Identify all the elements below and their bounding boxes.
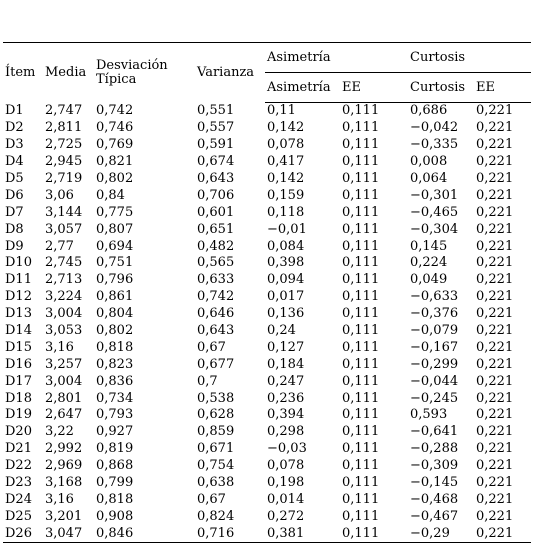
header-row-top xyxy=(3,43,531,73)
cell-asimetria: 0,184 xyxy=(267,356,305,372)
cell-curtosis-ee: 0,221 xyxy=(476,491,514,507)
cell-asimetria: 0,084 xyxy=(267,238,305,254)
cell-asimetria-ee: 0,111 xyxy=(342,424,380,440)
table-row xyxy=(3,120,531,137)
cell-curtosis-ee: 0,221 xyxy=(476,407,514,423)
cell-media: 2,747 xyxy=(45,103,83,119)
cell-media: 3,16 xyxy=(45,339,74,355)
cell-curtosis-ee: 0,221 xyxy=(476,373,514,389)
cell-asimetria: 0,159 xyxy=(267,187,305,203)
cell-asimetria: 0,127 xyxy=(267,339,305,355)
cell-item: D10 xyxy=(5,255,32,271)
cell-curtosis: 0,008 xyxy=(410,154,448,170)
cell-curtosis: 0,686 xyxy=(410,103,448,119)
cell-curtosis: −0,29 xyxy=(408,525,474,542)
cell-curtosis: −0,042 xyxy=(410,120,459,136)
cell-desviacion: 0,861 xyxy=(96,289,134,305)
cell-curtosis-ee: 0,221 xyxy=(476,306,514,322)
cell-curtosis-ee: 0,221 xyxy=(476,255,514,271)
cell-media: 2,725 xyxy=(45,137,83,153)
cell-media: 3,06 xyxy=(45,187,74,203)
cell-asimetria-ee: 0,111 xyxy=(342,120,380,136)
cell-asimetria: 0,272 xyxy=(267,508,305,524)
cell-asimetria: 0,381 xyxy=(265,525,340,542)
cell-desviacion: 0,836 xyxy=(96,373,134,389)
cell-desviacion: 0,734 xyxy=(96,390,134,406)
cell-media: 2,811 xyxy=(45,120,83,136)
cell-desviacion: 0,742 xyxy=(96,103,134,119)
cell-curtosis-ee: 0,221 xyxy=(476,424,514,440)
cell-media: 3,257 xyxy=(45,356,83,372)
cell-curtosis: −0,304 xyxy=(410,221,459,237)
cell-media: 2,745 xyxy=(45,255,83,271)
cell-desviacion: 0,802 xyxy=(96,171,134,186)
cell-asimetria-ee: 0,111 xyxy=(342,137,380,153)
cell-asimetria-ee: 0,111 xyxy=(342,306,380,322)
cell-asimetria-ee: 0,111 xyxy=(342,272,380,288)
cell-varianza: 0,638 xyxy=(197,475,235,491)
cell-asimetria: 0,298 xyxy=(267,424,305,440)
col-header-curtosis: Curtosis xyxy=(408,73,474,103)
cell-varianza: 0,601 xyxy=(197,204,235,220)
table-row xyxy=(3,525,531,542)
cell-curtosis: −0,245 xyxy=(410,390,459,406)
cell-item: D26 xyxy=(3,525,43,542)
table-row xyxy=(3,339,531,356)
cell-desviacion: 0,84 xyxy=(96,187,125,203)
cell-curtosis: −0,044 xyxy=(410,373,459,389)
cell-curtosis-ee: 0,221 xyxy=(476,441,514,457)
cell-item: D1 xyxy=(5,103,24,119)
cell-varianza: 0,557 xyxy=(197,120,235,136)
cell-asimetria-ee: 0,111 xyxy=(342,475,380,491)
cell-curtosis: −0,376 xyxy=(410,306,459,322)
table-row xyxy=(3,424,531,441)
cell-item: D4 xyxy=(5,154,24,170)
cell-curtosis-ee: 0,221 xyxy=(476,154,514,170)
statistics-table xyxy=(3,42,531,543)
table-body xyxy=(3,103,531,543)
cell-asimetria: 0,136 xyxy=(267,306,305,322)
cell-asimetria: 0,24 xyxy=(267,323,296,339)
cell-media: 3,057 xyxy=(45,221,83,237)
cell-item: D5 xyxy=(5,171,24,186)
group-header-curtosis: Curtosis xyxy=(408,43,531,73)
cell-item: D16 xyxy=(5,356,32,372)
cell-item: D6 xyxy=(5,187,24,203)
cell-curtosis: 0,224 xyxy=(410,255,448,271)
cell-varianza: 0,591 xyxy=(197,137,235,153)
cell-curtosis-ee: 0,221 xyxy=(476,103,514,119)
cell-media: 2,713 xyxy=(45,272,83,288)
cell-media: 3,22 xyxy=(45,424,74,440)
cell-asimetria: 0,247 xyxy=(267,373,305,389)
col-header-varianza: Varianza xyxy=(195,43,265,103)
cell-varianza: 0,646 xyxy=(197,306,235,322)
cell-asimetria: 0,417 xyxy=(267,154,305,170)
table-row xyxy=(3,508,531,525)
cell-item: D7 xyxy=(5,204,24,220)
cell-asimetria: 0,142 xyxy=(267,120,305,136)
cell-desviacion: 0,793 xyxy=(96,407,134,423)
cell-asimetria-ee: 0,111 xyxy=(342,171,380,186)
cell-desviacion: 0,746 xyxy=(96,120,134,136)
cell-varianza: 0,628 xyxy=(197,407,235,423)
cell-desviacion: 0,769 xyxy=(96,137,134,153)
cell-varianza: 0,742 xyxy=(197,289,235,305)
group-header-asimetria: Asimetría xyxy=(265,43,408,73)
cell-asimetria: 0,118 xyxy=(267,204,305,220)
cell-asimetria: 0,014 xyxy=(267,491,305,507)
cell-item: D20 xyxy=(5,424,32,440)
cell-curtosis-ee: 0,221 xyxy=(476,475,514,491)
cell-media: 2,77 xyxy=(45,238,74,254)
cell-asimetria: 0,394 xyxy=(267,407,305,423)
cell-asimetria-ee: 0,111 xyxy=(342,339,380,355)
cell-curtosis-ee: 0,221 xyxy=(476,120,514,136)
cell-media: 3,053 xyxy=(45,323,83,339)
cell-curtosis: −0,465 xyxy=(410,204,459,220)
cell-item: D12 xyxy=(5,289,32,305)
cell-media: 3,047 xyxy=(43,525,94,542)
cell-desviacion: 0,802 xyxy=(96,323,134,339)
cell-desviacion: 0,751 xyxy=(96,255,134,271)
cell-item: D2 xyxy=(5,120,24,136)
cell-curtosis: −0,335 xyxy=(410,137,459,153)
cell-desviacion: 0,868 xyxy=(96,458,134,474)
cell-curtosis-ee: 0,221 xyxy=(476,137,514,153)
table-row xyxy=(3,390,531,407)
col-header-media: Media xyxy=(43,43,94,103)
cell-curtosis-ee: 0,221 xyxy=(476,289,514,305)
cell-media: 2,801 xyxy=(45,390,83,406)
cell-asimetria-ee: 0,111 xyxy=(342,187,380,203)
table-row xyxy=(3,238,531,255)
cell-varianza: 0,643 xyxy=(197,171,235,186)
cell-curtosis: −0,633 xyxy=(410,289,459,305)
cell-item: D9 xyxy=(5,238,24,254)
cell-item: D17 xyxy=(5,373,32,389)
col-header-item: Ítem xyxy=(3,43,43,103)
cell-curtosis: −0,641 xyxy=(410,424,459,440)
cell-asimetria-ee: 0,111 xyxy=(342,289,380,305)
cell-asimetria: 0,142 xyxy=(267,171,305,186)
cell-curtosis: −0,145 xyxy=(410,475,459,491)
table-header xyxy=(3,43,531,103)
table-row xyxy=(3,475,531,492)
cell-curtosis-ee: 0,221 xyxy=(476,508,514,524)
cell-item: D18 xyxy=(5,390,32,406)
table-row xyxy=(3,407,531,424)
table-row xyxy=(3,323,531,340)
cell-asimetria: 0,198 xyxy=(267,475,305,491)
cell-asimetria-ee: 0,111 xyxy=(342,508,380,524)
cell-item: D19 xyxy=(5,407,32,423)
cell-asimetria-ee: 0,111 xyxy=(342,255,380,271)
cell-asimetria-ee: 0,111 xyxy=(342,204,380,220)
cell-item: D25 xyxy=(5,508,32,524)
cell-curtosis-ee: 0,221 xyxy=(476,339,514,355)
cell-varianza: 0,824 xyxy=(197,508,235,524)
cell-varianza: 0,482 xyxy=(197,238,235,254)
cell-asimetria-ee: 0,111 xyxy=(342,390,380,406)
cell-varianza: 0,674 xyxy=(197,154,235,170)
cell-varianza: 0,565 xyxy=(197,255,235,271)
cell-curtosis: 0,145 xyxy=(410,238,448,254)
cell-curtosis: −0,288 xyxy=(410,441,459,457)
cell-asimetria: −0,01 xyxy=(267,221,307,237)
cell-curtosis-ee: 0,221 xyxy=(476,356,514,372)
cell-item: D21 xyxy=(5,441,32,457)
cell-varianza: 0,651 xyxy=(197,221,235,237)
cell-asimetria-ee: 0,111 xyxy=(342,103,380,119)
cell-varianza: 0,716 xyxy=(195,525,265,542)
cell-varianza: 0,677 xyxy=(197,356,235,372)
table-row xyxy=(3,441,531,458)
cell-curtosis-ee: 0,221 xyxy=(476,187,514,203)
cell-media: 2,719 xyxy=(45,171,83,186)
cell-media: 3,201 xyxy=(45,508,83,524)
cell-curtosis: −0,467 xyxy=(410,508,459,524)
cell-varianza: 0,538 xyxy=(197,390,235,406)
cell-curtosis: 0,064 xyxy=(410,171,448,186)
cell-item: D13 xyxy=(5,306,32,322)
cell-asimetria: 0,078 xyxy=(267,458,305,474)
cell-desviacion: 0,927 xyxy=(96,424,134,440)
table-row xyxy=(3,187,531,204)
cell-item: D24 xyxy=(5,491,32,507)
cell-media: 3,224 xyxy=(45,289,83,305)
cell-curtosis: −0,468 xyxy=(410,491,459,507)
cell-asimetria: 0,078 xyxy=(267,137,305,153)
cell-asimetria: 0,236 xyxy=(267,390,305,406)
table-row xyxy=(3,458,531,475)
cell-desviacion: 0,818 xyxy=(96,491,134,507)
cell-asimetria-ee: 0,111 xyxy=(342,407,380,423)
cell-varianza: 0,859 xyxy=(197,424,235,440)
cell-media: 2,945 xyxy=(45,154,83,170)
cell-desviacion: 0,796 xyxy=(96,272,134,288)
table-row xyxy=(3,171,531,188)
cell-asimetria-ee: 0,111 xyxy=(342,441,380,457)
cell-curtosis: −0,309 xyxy=(410,458,459,474)
table-row xyxy=(3,491,531,508)
cell-curtosis-ee: 0,221 xyxy=(476,171,514,186)
col-header-curtosis-ee: EE xyxy=(474,73,531,103)
cell-asimetria: 0,094 xyxy=(267,272,305,288)
cell-desviacion: 0,694 xyxy=(96,238,134,254)
cell-media: 3,168 xyxy=(45,475,83,491)
table-row xyxy=(3,306,531,323)
table-row xyxy=(3,272,531,289)
cell-asimetria-ee: 0,111 xyxy=(342,238,380,254)
cell-item: D23 xyxy=(5,475,32,491)
cell-curtosis-ee: 0,221 xyxy=(476,390,514,406)
cell-varianza: 0,551 xyxy=(197,103,235,119)
cell-varianza: 0,67 xyxy=(197,339,226,355)
cell-curtosis-ee: 0,221 xyxy=(476,458,514,474)
cell-varianza: 0,643 xyxy=(197,323,235,339)
table-row xyxy=(3,356,531,373)
cell-item: D14 xyxy=(5,323,32,339)
cell-media: 3,144 xyxy=(45,204,83,220)
cell-asimetria-ee: 0,111 xyxy=(342,458,380,474)
cell-media: 3,004 xyxy=(45,373,83,389)
cell-desviacion: 0,823 xyxy=(96,356,134,372)
cell-curtosis: −0,299 xyxy=(410,356,459,372)
cell-item: D15 xyxy=(5,339,32,355)
cell-media: 3,004 xyxy=(45,306,83,322)
cell-asimetria-ee: 0,111 xyxy=(342,323,380,339)
cell-desviacion: 0,775 xyxy=(96,204,134,220)
col-header-asimetria: Asimetría xyxy=(265,73,340,103)
table-row xyxy=(3,204,531,221)
cell-varianza: 0,671 xyxy=(197,441,235,457)
table-row xyxy=(3,255,531,272)
cell-curtosis: −0,167 xyxy=(410,339,459,355)
col-header-desviacion: Desviación Típica xyxy=(94,43,195,103)
cell-media: 2,647 xyxy=(45,407,83,423)
cell-asimetria-ee: 0,111 xyxy=(342,373,380,389)
cell-curtosis-ee: 0,221 xyxy=(474,525,531,542)
cell-curtosis: 0,049 xyxy=(410,272,448,288)
cell-asimetria-ee: 0,111 xyxy=(342,356,380,372)
cell-asimetria: 0,398 xyxy=(267,255,305,271)
cell-desviacion: 0,846 xyxy=(94,525,195,542)
cell-curtosis: 0,593 xyxy=(410,407,448,423)
cell-varianza: 0,633 xyxy=(197,272,235,288)
cell-asimetria-ee: 0,111 xyxy=(342,154,380,170)
cell-varianza: 0,67 xyxy=(197,491,226,507)
cell-curtosis-ee: 0,221 xyxy=(476,323,514,339)
cell-asimetria: 0,017 xyxy=(267,289,305,305)
cell-curtosis: −0,079 xyxy=(410,323,459,339)
cell-item: D22 xyxy=(5,458,32,474)
cell-desviacion: 0,799 xyxy=(96,475,134,491)
cell-curtosis-ee: 0,221 xyxy=(476,238,514,254)
cell-curtosis: −0,301 xyxy=(410,187,459,203)
cell-varianza: 0,706 xyxy=(197,187,235,203)
cell-asimetria: 0,11 xyxy=(267,103,296,119)
cell-desviacion: 0,807 xyxy=(96,221,134,237)
cell-curtosis-ee: 0,221 xyxy=(476,204,514,220)
cell-curtosis-ee: 0,221 xyxy=(476,221,514,237)
cell-media: 2,969 xyxy=(45,458,83,474)
cell-desviacion: 0,821 xyxy=(96,154,134,170)
table-row xyxy=(3,154,531,171)
table-row xyxy=(3,137,531,154)
cell-item: D3 xyxy=(5,137,24,153)
cell-desviacion: 0,804 xyxy=(96,306,134,322)
cell-curtosis-ee: 0,221 xyxy=(476,272,514,288)
table-row xyxy=(3,289,531,306)
cell-asimetria-ee: 0,111 xyxy=(342,221,380,237)
cell-desviacion: 0,819 xyxy=(96,441,134,457)
cell-varianza: 0,7 xyxy=(197,373,218,389)
cell-asimetria-ee: 0,111 xyxy=(340,525,408,542)
cell-asimetria: −0,03 xyxy=(267,441,307,457)
cell-desviacion: 0,908 xyxy=(96,508,134,524)
col-header-asimetria-ee: EE xyxy=(340,73,408,103)
table-row xyxy=(3,221,531,238)
cell-item: D8 xyxy=(5,221,24,237)
cell-media: 3,16 xyxy=(45,491,74,507)
table-row xyxy=(3,103,531,120)
cell-asimetria-ee: 0,111 xyxy=(342,491,380,507)
table-row xyxy=(3,373,531,390)
cell-desviacion: 0,818 xyxy=(96,339,134,355)
cell-varianza: 0,754 xyxy=(197,458,235,474)
cell-media: 2,992 xyxy=(45,441,83,457)
cell-item: D11 xyxy=(5,272,32,288)
